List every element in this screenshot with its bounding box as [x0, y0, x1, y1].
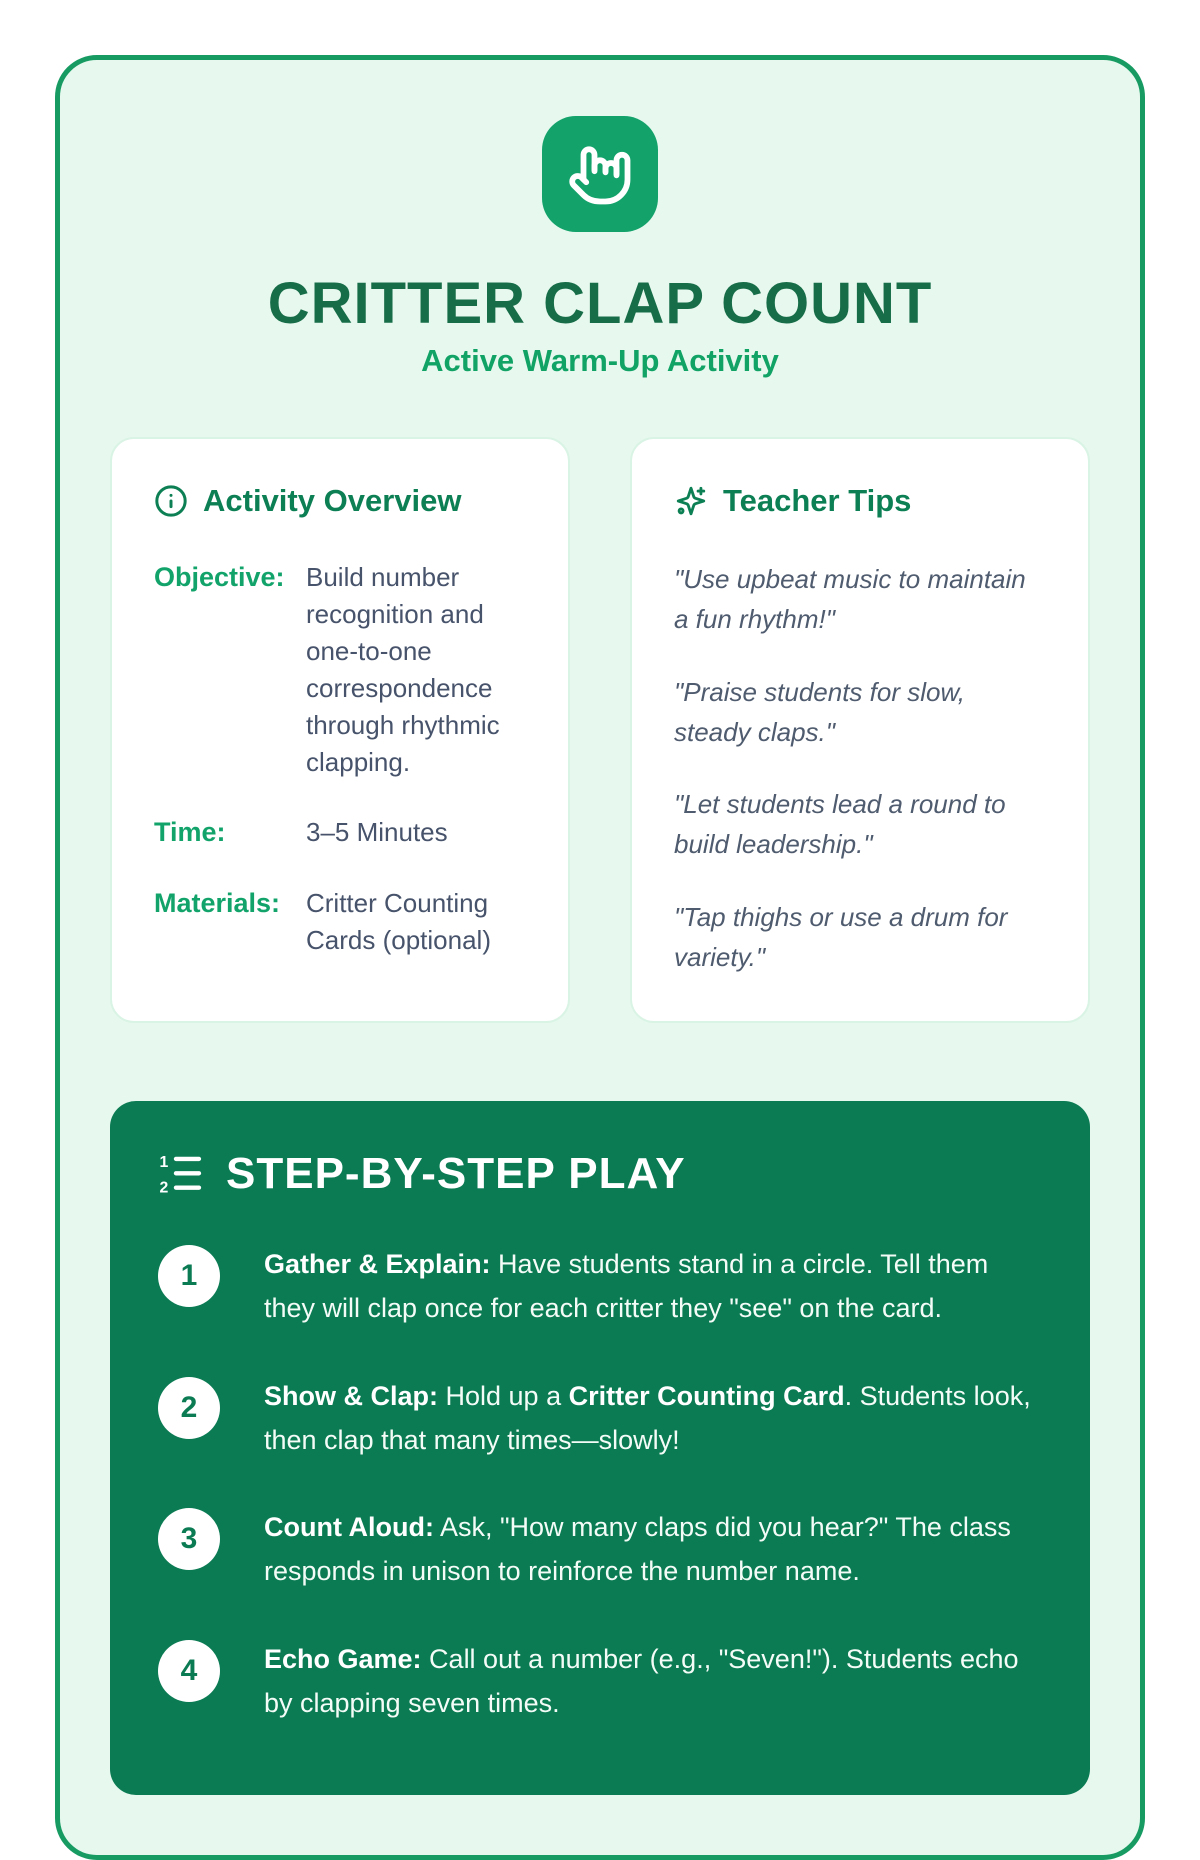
step-item — [158, 1375, 1042, 1462]
step-number-badge: 1 — [158, 1245, 220, 1307]
step-text: Gather & Explain: Have students stand in a circle. Tell them they will clap once for each critter they "see" on the card. — [264, 1249, 989, 1324]
activity-poster — [55, 55, 1145, 1860]
info-cards-row — [110, 437, 1090, 1023]
svg-text:2: 2 — [159, 1180, 169, 1198]
hand-love-you-icon — [542, 116, 658, 232]
overview-row-value: Critter Counting Cards (optional) — [306, 888, 491, 956]
step-number-badge: 4 — [158, 1640, 220, 1702]
teacher-tips-header — [674, 483, 1046, 519]
teacher-tip-quote: "Praise students for slow, steady claps." — [674, 676, 966, 747]
step-number-badge: 2 — [158, 1377, 220, 1439]
overview-row-value: 3–5 Minutes — [306, 817, 448, 848]
overview-rows — [154, 559, 526, 959]
step-text: Count Aloud: Ask, "How many claps did you hear?" The class responds in unison to reinforce the number name. — [264, 1512, 1011, 1587]
step-list — [158, 1243, 1042, 1725]
teacher-tip-quote: "Tap thighs or use a drum for variety." — [674, 901, 1008, 973]
teacher-tips-title: Teacher Tips — [723, 483, 912, 518]
page-title: CRITTER CLAP COUNT — [267, 271, 933, 336]
sparkles-icon — [674, 484, 708, 518]
step-item — [158, 1506, 1042, 1593]
step-by-step-section — [110, 1101, 1090, 1795]
page-subtitle: Active Warm-Up Activity — [421, 343, 779, 378]
step-text: Echo Game: Call out a number (e.g., "Seven!"). Students echo by clapping seven times. — [264, 1643, 1019, 1718]
svg-text:1: 1 — [159, 1154, 169, 1172]
ordered-list-icon — [158, 1151, 204, 1197]
teacher-tip-quote: "Let students lead a round to build leadership." — [674, 789, 1006, 860]
activity-overview-title: Activity Overview — [203, 483, 462, 518]
step-item — [158, 1638, 1042, 1725]
overview-row-label: Time: — [154, 817, 226, 848]
steps-title: STEP-BY-STEP PLAY — [226, 1149, 686, 1199]
overview-row-label: Materials: — [154, 888, 281, 919]
activity-overview-card — [110, 437, 570, 1023]
info-icon — [154, 484, 188, 518]
step-number-badge: 3 — [158, 1508, 220, 1570]
tips-quotes — [674, 559, 1046, 977]
step-item — [158, 1243, 1042, 1330]
activity-overview-header — [154, 483, 526, 519]
step-text: Show & Clap: Hold up a Critter Counting Card. Students look, then clap that many times—slowly! — [264, 1380, 1031, 1455]
steps-header — [158, 1149, 1042, 1199]
overview-row-label: Objective: — [154, 562, 285, 592]
teacher-tip-quote: "Use upbeat music to maintain a fun rhythm!" — [674, 564, 1026, 635]
teacher-tips-card — [630, 437, 1090, 1023]
overview-row-value: Build number recognition and one-to-one correspondence through rhythmic clapping. — [306, 562, 500, 777]
